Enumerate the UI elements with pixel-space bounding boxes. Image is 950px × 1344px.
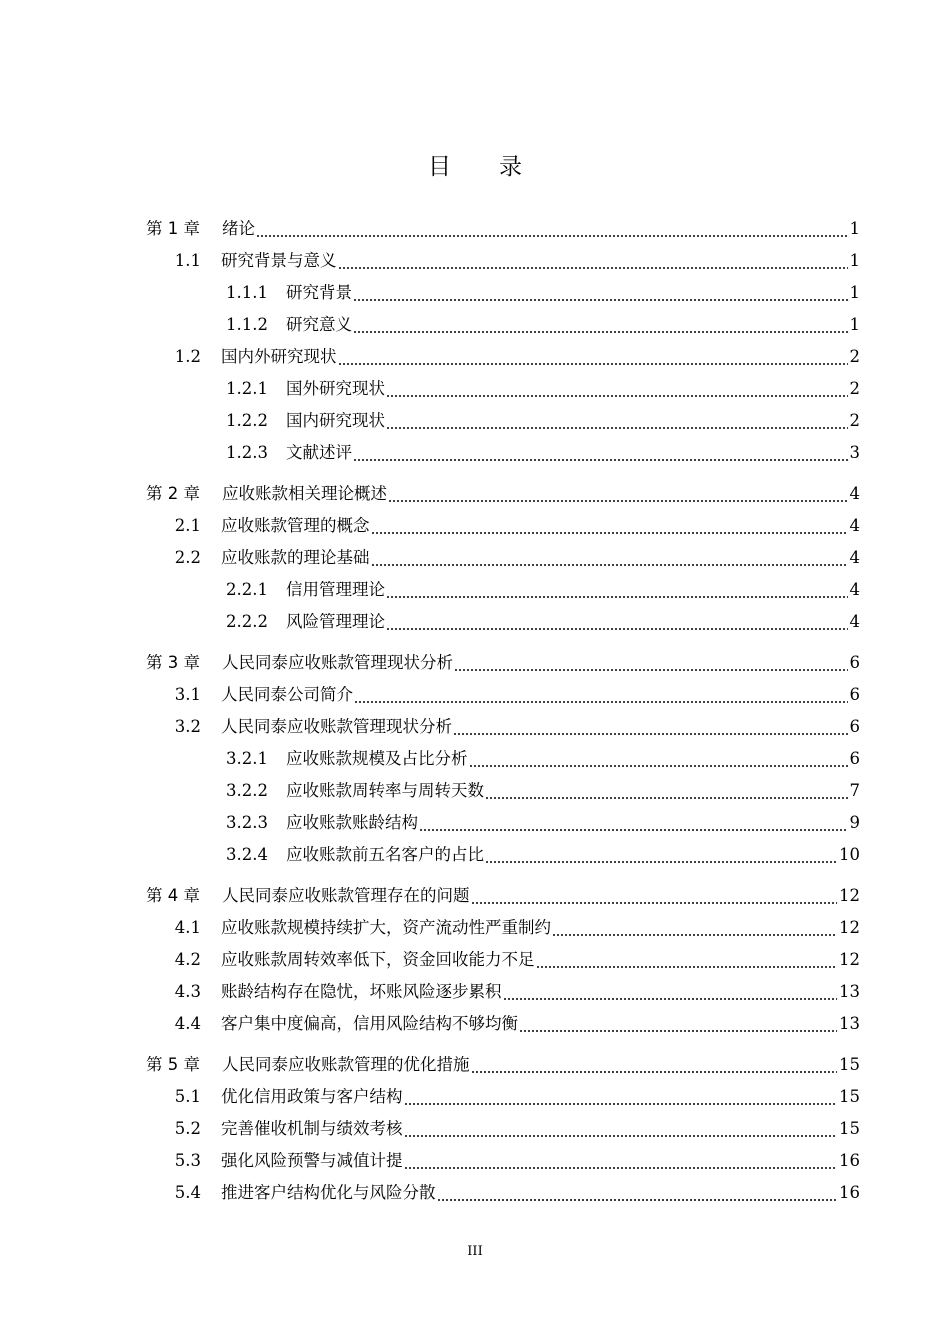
toc-entry-number: 1.2.1 — [226, 379, 268, 398]
toc-entry-number: 1.2 — [174, 347, 201, 366]
toc-entry[interactable] — [146, 647, 860, 673]
toc-title-char-2: 录 — [499, 154, 522, 180]
toc-leader-dots — [338, 347, 848, 367]
toc-entry[interactable] — [226, 606, 860, 632]
toc-entry[interactable] — [170, 510, 860, 536]
toc-entry-number: 第 5 章 — [146, 1055, 200, 1074]
toc-entry-number: 3.2 — [174, 717, 201, 736]
toc-leader-dots — [552, 918, 837, 938]
toc-leader-dots — [353, 315, 848, 335]
page-number: III — [467, 1244, 483, 1259]
toc-leader-dots — [386, 612, 848, 632]
toc-entry-label: 账龄结构存在隐忧，坏账风险逐步累积 — [221, 982, 502, 1001]
toc-entry-page: 4 — [849, 548, 860, 567]
toc-entry-label: 强化风险预警与减值计提 — [221, 1151, 403, 1170]
toc-entry[interactable] — [146, 478, 860, 504]
toc-leader-dots — [404, 1119, 838, 1139]
toc-entry-number: 2.2 — [174, 548, 201, 567]
toc-entry-page: 15 — [839, 1055, 860, 1074]
toc-entry-label: 风险管理理论 — [286, 612, 385, 631]
toc-entry-label: 人民同泰应收账款管理的优化措施 — [222, 1055, 470, 1074]
toc-entry-page: 13 — [839, 1014, 860, 1033]
toc-entry-page: 12 — [839, 886, 860, 905]
toc-entry-page: 10 — [839, 845, 860, 864]
toc-leader-dots — [503, 982, 838, 1002]
toc-leader-dots — [471, 886, 838, 906]
toc-leader-dots — [485, 845, 837, 865]
toc-entry[interactable] — [226, 807, 860, 833]
toc-entry-page: 1 — [849, 315, 860, 334]
toc-leader-dots — [386, 580, 848, 600]
toc-entry-label: 人民同泰应收账款管理存在的问题 — [222, 886, 470, 905]
toc-leader-dots — [338, 251, 848, 271]
toc-entry[interactable] — [170, 1113, 860, 1139]
toc-entry-number: 5.1 — [174, 1087, 201, 1106]
toc-entry-label: 应收账款的理论基础 — [221, 548, 370, 567]
toc-entry-number: 3.2.4 — [226, 845, 268, 864]
toc-entry-label: 应收账款账龄结构 — [286, 813, 418, 832]
toc-entry-number: 5.2 — [174, 1119, 201, 1138]
toc-leader-dots — [256, 219, 848, 239]
toc-leader-dots — [437, 1183, 838, 1203]
toc-entry-page: 4 — [849, 580, 860, 599]
toc-entry-number: 3.2.1 — [226, 749, 268, 768]
toc-entry[interactable] — [170, 1008, 860, 1034]
toc-entry-label: 研究背景 — [286, 283, 352, 302]
toc-entry-number: 第 3 章 — [146, 653, 200, 672]
toc-entry-label: 优化信用政策与客户结构 — [221, 1087, 403, 1106]
toc-entry-label: 完善催收机制与绩效考核 — [221, 1119, 403, 1138]
toc-entry[interactable] — [170, 1081, 860, 1107]
toc-entry-number: 5.3 — [174, 1151, 201, 1170]
toc-entry-page: 6 — [849, 717, 860, 736]
toc-entry-page: 15 — [839, 1087, 860, 1106]
toc-entry[interactable] — [170, 912, 860, 938]
toc-entry[interactable] — [226, 743, 860, 769]
toc-entry-page: 16 — [839, 1183, 860, 1202]
toc-leader-dots — [353, 443, 848, 463]
toc-entry-number: 1.2.2 — [226, 411, 268, 430]
toc-entry-number: 第 4 章 — [146, 886, 200, 905]
toc-entry-page: 1 — [849, 283, 860, 302]
toc-entry-page: 6 — [849, 685, 860, 704]
toc-entry[interactable] — [170, 245, 860, 271]
toc-entry-page: 2 — [849, 347, 860, 366]
toc-entry[interactable] — [226, 839, 860, 865]
toc-entry-label: 应收账款相关理论概述 — [222, 484, 387, 503]
toc-entry-page: 16 — [839, 1151, 860, 1170]
toc-entry-page: 15 — [839, 1119, 860, 1138]
toc-entry[interactable] — [146, 1049, 860, 1075]
toc-entry-page: 1 — [849, 219, 860, 238]
toc-leader-dots — [388, 484, 848, 504]
toc-entry-number: 4.2 — [174, 950, 201, 969]
toc-entry[interactable] — [146, 880, 860, 906]
toc-entry-page: 12 — [839, 950, 860, 969]
toc-entry-label: 研究背景与意义 — [221, 251, 337, 270]
toc-entry-number: 3.2.3 — [226, 813, 268, 832]
toc-entry-number: 4.1 — [174, 918, 201, 937]
toc-entry-number: 4.4 — [174, 1014, 201, 1033]
toc-entry[interactable] — [226, 405, 860, 431]
toc-entry-label: 人民同泰应收账款管理现状分析 — [222, 653, 453, 672]
toc-entry[interactable] — [170, 976, 860, 1002]
toc-entry-page: 6 — [849, 653, 860, 672]
toc-entry-number: 3.1 — [174, 685, 201, 704]
toc-entry-label: 应收账款管理的概念 — [221, 516, 370, 535]
toc-entry-label: 研究意义 — [286, 315, 352, 334]
toc-leader-dots — [353, 283, 848, 303]
toc-entry[interactable] — [226, 373, 860, 399]
toc-leader-dots — [354, 685, 848, 705]
toc-entry[interactable] — [170, 711, 860, 737]
toc-entry-label: 国内外研究现状 — [221, 347, 337, 366]
toc-entry-label: 文献述评 — [286, 443, 352, 462]
toc-leader-dots — [536, 950, 838, 970]
toc-entry-number: 1.1 — [174, 251, 201, 270]
toc-entry-number: 3.2.2 — [226, 781, 268, 800]
toc-entry-label: 国内研究现状 — [286, 411, 385, 430]
toc-entry-page: 6 — [849, 749, 860, 768]
toc-entry-number: 第 1 章 — [146, 219, 200, 238]
toc-entry-page: 1 — [849, 251, 860, 270]
toc-entry-number: 1.1.1 — [226, 283, 268, 302]
toc-entry[interactable] — [226, 775, 860, 801]
toc-leader-dots — [371, 548, 848, 568]
toc-entry-number: 5.4 — [174, 1183, 201, 1202]
toc-entry-page: 2 — [849, 379, 860, 398]
toc-entry[interactable] — [170, 679, 860, 705]
toc-entry-label: 推进客户结构优化与风险分散 — [221, 1183, 436, 1202]
toc-leader-dots — [386, 411, 848, 431]
toc-entry-number: 2.2.1 — [226, 580, 268, 599]
toc-entry[interactable] — [170, 1177, 860, 1203]
toc-leader-dots — [386, 379, 848, 399]
toc-entry-label: 应收账款规模及占比分析 — [286, 749, 468, 768]
toc-entry-number: 1.1.2 — [226, 315, 268, 334]
toc-leader-dots — [519, 1014, 837, 1034]
toc-entry-page: 12 — [839, 918, 860, 937]
toc-entry[interactable] — [226, 309, 860, 335]
toc-entry-page: 4 — [849, 612, 860, 631]
toc-entry-label: 应收账款周转效率低下，资金回收能力不足 — [221, 950, 535, 969]
toc-entry[interactable] — [226, 437, 860, 463]
toc-entry-page: 4 — [849, 484, 860, 503]
toc-leader-dots — [371, 516, 848, 536]
toc-entry-page: 4 — [849, 516, 860, 535]
toc-leader-dots — [485, 781, 848, 801]
toc-entry-label: 应收账款前五名客户的占比 — [286, 845, 484, 864]
toc-entry[interactable] — [226, 574, 860, 600]
toc-entry-label: 绪论 — [222, 219, 255, 238]
toc-leader-dots — [469, 749, 848, 769]
toc-entry-page: 3 — [849, 443, 860, 462]
toc-entry-label: 人民同泰应收账款管理现状分析 — [221, 717, 452, 736]
toc-entry[interactable] — [146, 213, 860, 239]
toc-entry-page: 13 — [839, 982, 860, 1001]
toc-entry[interactable] — [170, 341, 860, 367]
toc-entry-label: 人民同泰公司简介 — [221, 685, 353, 704]
toc-entry-label: 应收账款周转率与周转天数 — [286, 781, 484, 800]
toc-entry-number: 2.1 — [174, 516, 201, 535]
toc-entry-page: 7 — [849, 781, 860, 800]
toc-title — [0, 148, 950, 181]
toc-entry[interactable] — [170, 1145, 860, 1171]
toc-leader-dots — [419, 813, 848, 833]
toc-entry[interactable] — [226, 277, 860, 303]
toc-entry[interactable] — [170, 542, 860, 568]
toc-entry-number: 4.3 — [174, 982, 201, 1001]
toc-entry-number: 1.2.3 — [226, 443, 268, 462]
toc-leader-dots — [454, 653, 848, 673]
toc-entry-page: 9 — [849, 813, 860, 832]
toc-entry-number: 2.2.2 — [226, 612, 268, 631]
toc-entry-label: 国外研究现状 — [286, 379, 385, 398]
toc-entry-label: 应收账款规模持续扩大，资产流动性严重制约 — [221, 918, 551, 937]
toc-entry-label: 客户集中度偏高，信用风险结构不够均衡 — [221, 1014, 518, 1033]
toc-title-char-1: 目 — [428, 154, 451, 180]
toc-entry[interactable] — [170, 944, 860, 970]
toc-entry-label: 信用管理理论 — [286, 580, 385, 599]
toc-leader-dots — [471, 1055, 838, 1075]
toc-leader-dots — [404, 1087, 838, 1107]
toc-leader-dots — [453, 717, 848, 737]
toc-entry-page: 2 — [849, 411, 860, 430]
toc-entry-number: 第 2 章 — [146, 484, 200, 503]
toc-leader-dots — [404, 1151, 838, 1171]
